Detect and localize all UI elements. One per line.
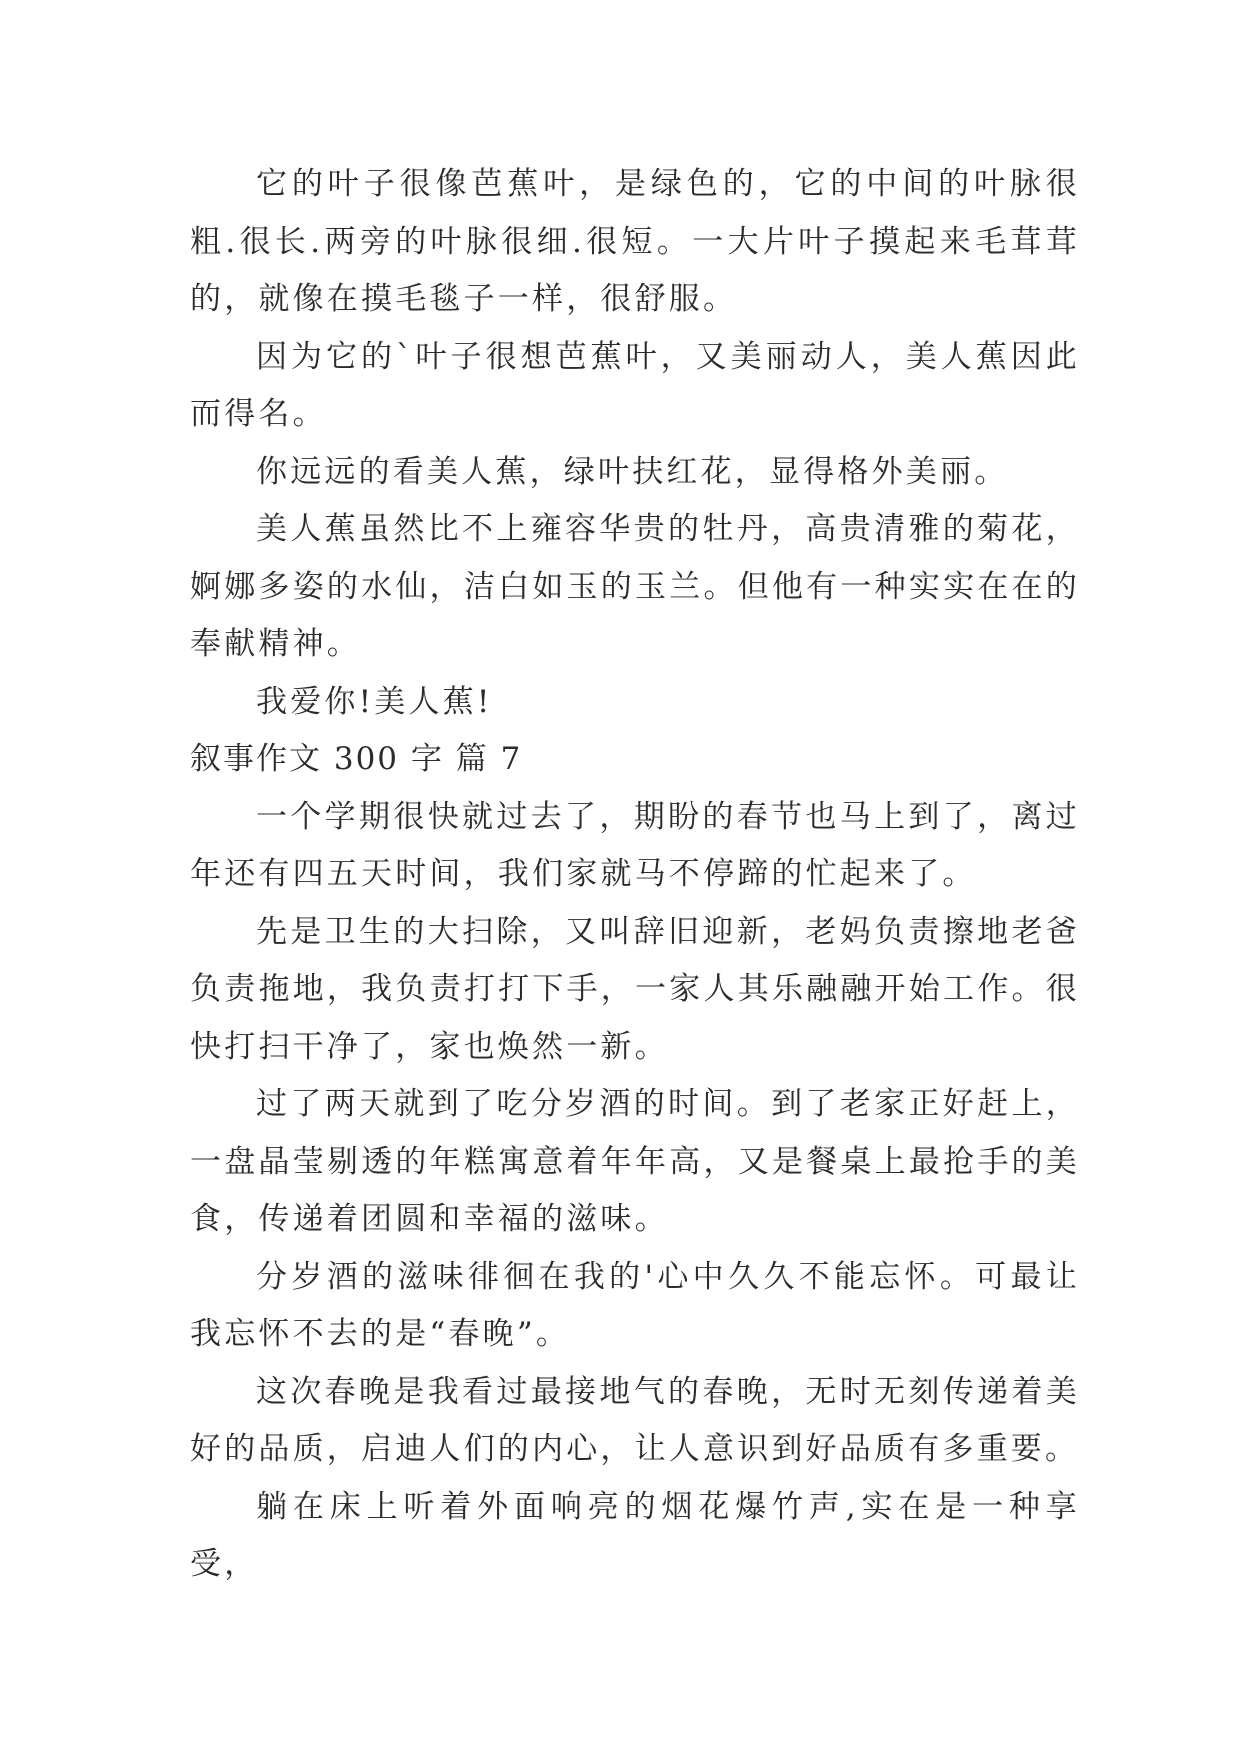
paragraph-cleaning: 先是卫生的大扫除，又叫辞旧迎新，老妈负责擦地老爸负责拖地，我负责打打下手，一家人其乐融融开始工作。很快打扫干净了，家也焕然一新。 — [190, 913, 1080, 1065]
document-page — [190, 156, 1080, 1594]
section-heading: 叙事作文 300 字 篇 7 — [190, 741, 523, 777]
paragraph-memory: 分岁酒的滋味徘徊在我的'心中久久不能忘怀。可最让我忘怀不去的是“春晚”。 — [190, 1258, 1080, 1352]
paragraph-distant-view: 你远远的看美人蕉，绿叶扶红花，显得格外美丽。 — [256, 453, 1009, 490]
paragraph-leaf-description: 它的叶子很像芭蕉叶，是绿色的，它的中间的叶脉很粗.很长.两旁的叶脉很细.很短。一大片叶子摸起来毛茸茸的，就像在摸毛毯子一样，很舒服。 — [190, 166, 1080, 317]
paragraph-name-origin: 因为它的`叶子很想芭蕉叶，又美丽动人，美人蕉因此而得名。 — [190, 338, 1080, 432]
paragraph-new-year-dinner: 过了两天就到了吃分岁酒的时间。到了老家正好赶上，一盘晶莹剔透的年糕寓意着年年高，又是餐桌上最抢手的美食，传递着团圆和幸福的滋味。 — [190, 1086, 1080, 1237]
paragraph-exclamation: 我爱你!美人蕉! — [256, 683, 493, 720]
paragraph-spring-gala: 这次春晚是我看过最接地气的春晚，无时无刻传递着美好的品质，启迪人们的内心，让人意识到好品质有多重要。 — [190, 1373, 1080, 1467]
paragraph-comparison: 美人蕉虽然比不上雍容华贵的牡丹，高贵清雅的菊花，婀娜多姿的水仙，洁白如玉的玉兰。但他有一种实实在在的奉献精神。 — [190, 511, 1080, 662]
paragraph-semester-end: 一个学期很快就过去了，期盼的春节也马上到了，离过年还有四五天时间，我们家就马不停蹄的忙起来了。 — [190, 798, 1080, 892]
paragraph-fireworks: 躺在床上听着外面响亮的烟花爆竹声,实在是一种享受， — [190, 1488, 1080, 1582]
